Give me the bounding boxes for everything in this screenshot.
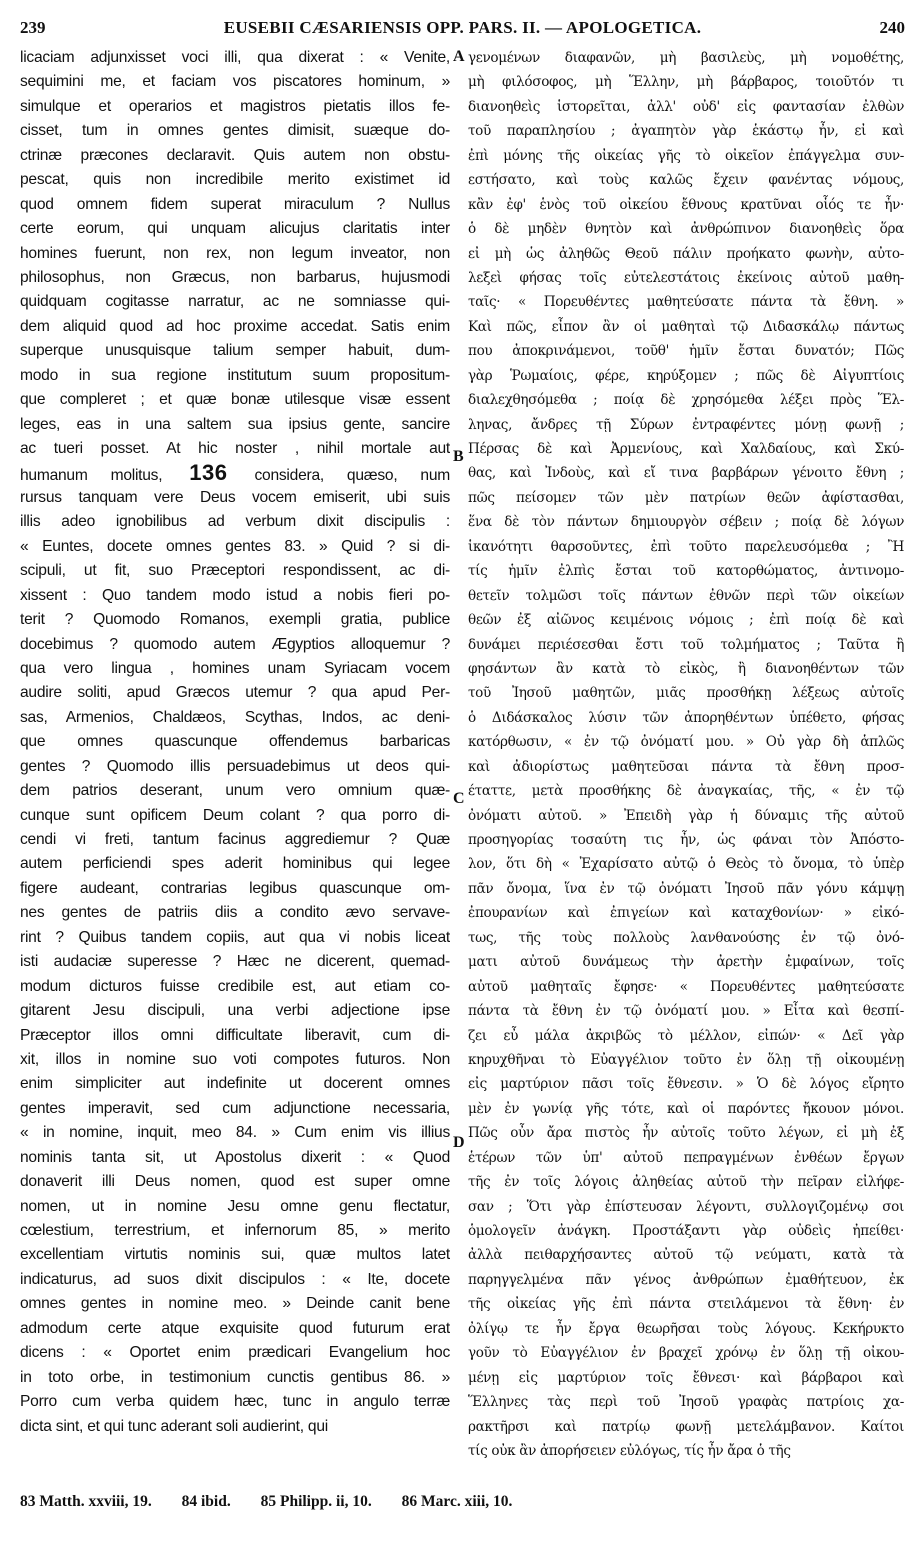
greek-text-line: λον, ὅτι δὴ « Ἐχαρίσατο αὐτῷ ὁ Θεὸς τὸ ὄνομα, τὸ ὑπὲρ <box>468 856 904 873</box>
inline-page-marker: 136 <box>189 461 228 486</box>
greek-text-line: θετεῖν τολμῶσι τοῖς πάντων ἐθνῶν περὶ τῶν οἰκείων <box>468 587 904 604</box>
margin-letter-c: C <box>453 790 465 807</box>
greek-text-line: ταῖς· « Πορευθέντες μαθητεύσατε πάντα τὰ ἔθνη. » <box>468 294 904 311</box>
latin-text-line: gitarent Jesu discipuli, una verbi adjectione ipse <box>20 1002 450 1020</box>
latin-text-line: simulque et operarios et magistros pietatis illos fe- <box>20 97 450 115</box>
footnotes <box>20 1493 538 1511</box>
latin-text-line: terit ? Quomodo Romanos, exempli gratia, publice <box>20 611 450 629</box>
greek-text-line: διαλεχθησόμεθα ; ποίᾳ δὲ χρησόμεθα λέξει πρὸς Ἕλ- <box>468 392 904 409</box>
latin-text-line: licaciam adjunxisset voci illi, qua dixerat : « Venite, <box>20 49 450 66</box>
greek-text-line: Πῶς οὖν ἄρα πιστὸς ἦν αὐτοῖς τοῦτο λέγων, εἰ μὴ ἐξ <box>468 1125 904 1142</box>
latin-text-line: in toto orbe, in testimonium cunctis gentibus 86. » <box>20 1368 450 1386</box>
latin-text-line: modum dicturos fuisse credibile est, aut etiam co- <box>20 977 450 995</box>
greek-text-line: κηρυχθῆναι τὸ Εὐαγγέλιον τοῦτο ἐν ὅλῃ τῇ οἰκουμένῃ <box>468 1051 904 1068</box>
latin-text-line: xissent : Quo tandem modo istud a nobis fieri po- <box>20 586 450 604</box>
latin-text-line: nes gentes de patriis diis a condito ævo servave- <box>20 904 450 922</box>
greek-text-line: λεξεὶ φήσας τοῖς εὐτελεστάτοις ἐκείνοις αὐτοῦ μαθη- <box>468 269 904 286</box>
latin-text-line: quod omnem fidem superat miraculum ? Nullus <box>20 195 450 213</box>
greek-text-line: προσηγορίας τοσαύτη τις ἦν, ὡς φάναι τὸν Ἀπόστο- <box>468 832 904 848</box>
right-page-number: 240 <box>879 18 905 37</box>
latin-text-line: leges, eas in una saltem sua ipsius gente, sancire <box>20 415 450 433</box>
greek-text-line: φησάντων ἂν κατὰ τὸ εἰκὸς, ἢ διανοηθέντων τῶν <box>468 660 904 677</box>
greek-text-line: ἑτέρων τῶν ὑπ' αὐτοῦ πεπραγμένων ἐνθέων ἔργων <box>468 1149 904 1166</box>
latin-text-line: rursus tanquam vere Deus vocem emiserit, ubi suis <box>20 488 450 506</box>
greek-text-line: ρακτῆρσι καὶ πατρίῳ φωνῇ μετελάμβανον. Καίτοι <box>468 1418 904 1435</box>
greek-text-line: κατόρθωσιν, « ἐν τῷ ὀνόματί μου. » Οὐ γὰρ δὴ ἁπλῶς <box>468 734 904 751</box>
latin-text-line: cisset, tum in omnes gentes dimisit, suæque do- <box>20 122 450 140</box>
greek-text-line: δυνάμει περιέσεσθαι ἔστι τοῦ τολμήματος ; Ταῦτα ἢ <box>468 636 904 653</box>
greek-text-line: που ἀποκρινάμενοι, τοῦθ' ἡμῖν ἔσται δυνατόν; Πῶς <box>468 343 904 360</box>
latin-text-line: illis adeo ignobilibus ad verbum dixit discipulis : <box>20 513 450 531</box>
margin-letter-d: D <box>453 1134 465 1151</box>
latin-text-line: autem perficiendi spes aderit hominibus qui legee <box>20 855 450 873</box>
latin-text-line: dicta sint, et qui tunc aderant soli audierint, qui <box>20 1417 328 1435</box>
latin-text-line: gentes imperavit, sed cum adjunctione necessaria, <box>20 1099 450 1117</box>
greek-text-line: πᾶν ὄνομα, ἵνα ἐν τῷ ὀνόματι Ἰησοῦ πᾶν γόνυ κάμψῃ <box>468 880 904 897</box>
running-header <box>20 8 905 40</box>
latin-text-line: ctrinæ præcones declaravit. Quis autem non obstu- <box>20 146 450 164</box>
greek-text-line: Πέρσας δὲ καὶ Ἀρμενίους, καὶ Χαλδαίους, καὶ Σκύ- <box>468 441 904 457</box>
latin-text-line: dem aliquid quod ad hoc proxime accedat. Satis enim <box>20 317 450 335</box>
latin-text-line: philosophus, non Græcus, non barbarus, hujusmodi <box>20 268 450 286</box>
greek-text-line: ὁμολογεῖν ἀνάγκη. Προστάξαντι γὰρ οὐδεὶς ἠπείθει· <box>468 1223 904 1239</box>
footnote-84: 84 ibid. <box>181 1493 231 1510</box>
greek-text-line: Ἕλληνες τὰς περὶ τοῦ Ἰησοῦ γραφὰς πατρίοις χα- <box>468 1394 904 1411</box>
greek-text-line: μὲν ἐν γωνίᾳ γῆς τότε, καὶ οἱ παρόντες ἤκουον μόνοι. <box>468 1100 904 1117</box>
latin-text-line: nominis tanta sit, ut Apostolus dixerit : « Quod <box>20 1148 450 1166</box>
latin-text-line: indicaturus, ad suos dixit discipulos : « Ite, docete <box>20 1270 450 1288</box>
greek-text-line: καὶ ἀδιορίστως μαθητεῦσαι πάντα τὰ ἔθνη προσ- <box>468 758 904 775</box>
latin-text-line: certe eorum, qui unquam alicujus claritatis inter <box>20 220 450 238</box>
greek-text-line: μὴ φιλόσοφος, μὴ Ἕλλην, μὴ βάρβαρος, τοιοῦτόν τι <box>468 74 904 91</box>
latin-text-line: figere audeant, contrarias legibus quascunque om- <box>20 879 450 897</box>
greek-text-line: ὁ δὲ μηδὲν θνητὸν καὶ ἀνθρώπινον διανοηθεὶς ὅρα <box>468 221 904 238</box>
greek-text-line: τίς ἡμῖν ἐλπὶς ἔσται τοῦ κατορθώματος, ἀντινομο- <box>468 563 904 580</box>
latin-text-line: quidquam cogitasse narratur, ac ne somniasse qui- <box>20 293 450 311</box>
greek-text-line: εἰς μαρτύριον πᾶσι τοῖς ἔθνεσιν. » Ὁ δὲ λόγος εἴρητο <box>468 1076 904 1093</box>
latin-text-line: gentes ? Quomodo illis persuadebimus ut deos qui- <box>20 757 450 775</box>
latin-text-line: « Euntes, docete omnes gentes 83. » Quid ? si di- <box>20 537 450 555</box>
greek-text-line: εστήσατο, καὶ τοὺς καλῶς ἔχειν φανέντας νόμους, <box>468 172 904 189</box>
latin-text-line: enim simpliciter aut indefinite ut docerent omnes <box>20 1075 450 1093</box>
latin-text-line: ac tueri posset. At hic noster , nihil mortale aut <box>20 440 450 457</box>
greek-text-line: Καὶ πῶς, εἶπον ἂν οἱ μαθηταὶ τῷ Διδασκάλῳ πάντως <box>468 318 904 335</box>
latin-text-line: sas, Armenios, Chaldæos, Scythas, Indos, ac deni- <box>20 708 450 726</box>
greek-text-line: ἀλλὰ πειθαρχήσαντες αὐτοῦ τῷ νεύματι, κατὰ τὰ <box>468 1247 904 1264</box>
latin-text-line: que compleret ; et quæ bonæ utilesque visæ essent <box>20 391 450 409</box>
greek-text-line: ὀνόματι αὐτοῦ. » Ἐπειδὴ γὰρ ἡ δύναμις τῆς αὐτοῦ <box>468 807 904 824</box>
greek-text-line: γενομένων διαφανῶν, μὴ βασιλεὺς, μὴ νομοθέτης, <box>468 50 904 66</box>
latin-text-line: admodum certe atque exquisite quod futurum erat <box>20 1319 450 1337</box>
latin-text-line: xit, illos in nomine suo voti compotes futuros. Non <box>20 1050 450 1068</box>
latin-text-line: donaverit illi Deus nomen, quod est super omne <box>20 1173 450 1191</box>
greek-text-line: διανοηθεὶς ἱστορεῖται, ἀλλ' οὐδ' εἰς φαντασίαν ἐλθὼν <box>468 98 904 115</box>
margin-letter-a: A <box>453 48 465 65</box>
greek-text-line: γὰρ Ῥωμαίοις, φέρε, κηρύξομεν ; πῶς δὲ Αἰγυπτίοις <box>468 367 904 384</box>
greek-text-line: ζει εὖ μάλα ἀκριβῶς τὸ μέλλον, εἰπών· « Δεῖ γὰρ <box>468 1027 904 1044</box>
latin-text-line: cunque sunt opificem Deum colant ? qua porro di- <box>20 806 450 824</box>
latin-text-line: Præceptor illos omni difficultate liberavit, cum di- <box>20 1026 450 1044</box>
greek-text-line: θεῶν ἐξ αἰῶνος κειμένοις νόμοις ; ἐπὶ ποίᾳ δὲ καὶ <box>468 612 904 629</box>
footnote-83: 83 Matth. xxviii, 19. <box>20 1493 152 1510</box>
latin-text-line: superque unusquisque talium semper habuit, dum- <box>20 342 450 360</box>
greek-column <box>468 46 904 1463</box>
latin-text-line: « in nomine, inquit, meo 84. » Cum enim vis illius <box>20 1124 450 1142</box>
greek-text-line: πῶς πείσομεν τῶν μὲν πατρίων θεῶν ἀφίστασθαι, <box>468 489 904 506</box>
latin-text-line: omnes gentes in nomine meo. » Deinde canit bene <box>20 1295 450 1313</box>
latin-text-line: cœlestium, terrestrium, et infernorum 85, » merito <box>20 1222 450 1239</box>
greek-text-line: μένῃ εἰς μαρτύριον τοῖς ἔθνεσι· καὶ βάρβαροι καὶ <box>468 1369 904 1386</box>
greek-text-line: τῆς ἐν τοῖς λόγοις ἀληθείας αὐτοῦ τὴν πεῖραν εἰλήφε- <box>468 1174 904 1191</box>
latin-column <box>20 46 450 1439</box>
latin-text-line: cendi vi freti, tantum facinus aggrediemur ? Quæ <box>20 831 450 848</box>
greek-text-line: ἱκανότητι θαρσοῦντες, ἐπὶ τοῦτο παρελευσόμεθα ; Ἢ <box>468 538 904 555</box>
greek-text-line: τοῦ Ἰησοῦ μαθητῶν, μιᾶς προσθήκῃ λέξεως αὐτοῖς <box>468 685 904 702</box>
greek-text-line: ἐπουρανίων καὶ ἐπιγείων καὶ καταχθονίων· » εἰκό- <box>468 905 904 922</box>
latin-text-line: dem patrios deserant, unum vero omnium quæ- <box>20 782 450 800</box>
latin-text-line: excellentiam virtutis nominis sui, quæ multos latet <box>20 1246 450 1264</box>
greek-text-line: ληνας, ἄνδρες τῇ Σύρων ἐντραφέντες μόνῃ φωνῇ ; <box>468 416 904 433</box>
latin-text-line: isti audaciæ superesse ? Hæc ne dicerent, quemad- <box>20 953 450 971</box>
greek-text-line: κἂν ἐφ' ἑνὸς τοῦ οἰκείου ἔθνους κρατῦναι οἷός τε ἦν· <box>468 196 904 213</box>
greek-text-line: ματι αὐτοῦ δυνάμεως τὴν ἀρετὴν ἐμφαίνων, τοῖς <box>468 954 904 971</box>
latin-text-line: modo in sua regione institutum suum propositum- <box>20 366 450 384</box>
latin-text-line: audire soliti, apud Græcos utemur ? qua apud Per- <box>20 684 450 702</box>
greek-text-line: τως, τῆς τοὺς πολλοὺς λανθανούσης ἐν τῷ ὀνό- <box>468 929 904 946</box>
latin-text-line: que omnes quascunque offendemus barbaricas <box>20 733 450 751</box>
footnote-86: 86 Marc. xiii, 10. <box>401 1493 513 1510</box>
latin-text-line: scipuli, ut fit, suo Præceptori respondissent, ac di- <box>20 562 450 580</box>
latin-text-line: pescat, quis non incredibile merito existimet id <box>20 171 450 189</box>
latin-text-line: humanum molitus, 136 considera, quæso, num <box>20 461 450 486</box>
latin-text-line: Porro cum verba quidem hæc, tunc in angulo terræ <box>20 1393 450 1411</box>
latin-text-line: rint ? Quibus tandem copiis, aut qua vi nobis liceat <box>20 928 450 946</box>
latin-text-line: qua vero lingua , homines unam Syriacam vocem <box>20 659 450 677</box>
latin-text-line: nomen, ut in nomine Jesu omne genu flectatur, <box>20 1197 450 1215</box>
greek-text-line: ἕνα δὲ τὸν πάντων δημιουργὸν σέβειν ; ποίᾳ δὲ λόγων <box>468 514 904 531</box>
greek-text-line: πάντα τὰ ἔθνη ἐν τῷ ὀνόματί μου. » Εἶτα καὶ θεσπί- <box>468 1003 904 1020</box>
greek-text-line: τῆς οἰκείας γῆς ἐπὶ πάντα στειλάμενοι τὰ ἔθνη· ἐν <box>468 1296 904 1313</box>
greek-text-line: αὐτοῦ μαθηταῖς ἔφησε· « Πορευθέντες μαθητεύσατε <box>468 978 904 995</box>
latin-text-line: sequimini me, et faciam vos piscatores hominum, » <box>20 73 450 91</box>
greek-text-line: σαν ; Ὅτι γὰρ ἐπίστευσαν λέγοντι, συλλογιζομένῳ σοι <box>468 1198 904 1215</box>
greek-text-line: παρηγγελμένα πᾶν γένος ἀνθρώπων ἐμαθήτευον, ἐκ <box>468 1271 904 1288</box>
greek-text-line: ὀλίγῳ τε ἦν ἔργα θεωρῆσαι τοὺς λόγους. Κεκήρυκτο <box>468 1320 904 1337</box>
left-page-number: 239 <box>20 18 46 37</box>
greek-text-line: τίς οὐκ ἂν ἀπορήσειεν εὐλόγως, τίς ἦν ἄρα ὁ τῆς <box>468 1442 791 1459</box>
latin-text-line: homines fuerunt, non rex, non legum inveator, non <box>20 244 450 262</box>
greek-text-line: θας, καὶ Ἰνδοὺς, καὶ εἴ τινα βαρβάρων γένοιτο ἔθνη ; <box>468 465 904 482</box>
running-title: EUSEBII CÆSARIENSIS OPP. PARS. II. — APOLOGETICA. <box>223 18 702 37</box>
latin-text-line: docebimus ? quomodo autem Ægyptios alloquemur ? <box>20 635 450 653</box>
greek-text-line: εἰ μὴ ὡς ἀληθῶς Θεοῦ πάλιν προήκατο φωνὴν, αὐτο- <box>468 245 904 262</box>
latin-text-line: dicens : « Oportet enim prædicari Evangelium hoc <box>20 1344 450 1362</box>
greek-text-line: έταττε, μετὰ προσθήκης δὲ ἀναγκαίας, τῆς, « ἐν τῷ <box>468 783 904 800</box>
greek-text-line: ἐπὶ μόνης τῆς οἰκείας γῆς τὸ οἰκεῖον ἐπάγγελμα συν- <box>468 147 904 164</box>
footnote-85: 85 Philipp. ii, 10. <box>260 1493 372 1510</box>
margin-letter-b: B <box>453 448 464 465</box>
greek-text-line: τοῦ παραπλησίου ; ἀγαπητὸν γὰρ ἑκάστῳ ἦν, εἰ καὶ <box>468 123 904 140</box>
greek-text-line: γοῦν τὸ Εὐαγγέλιον ἐν βραχεῖ χρόνῳ ἐν ὅλῃ τῇ οἰκου- <box>468 1345 904 1362</box>
greek-text-line: ὁ Διδάσκαλος λύσιν τῶν ἀπορηθέντων ὑπέθετο, φήσας <box>468 709 904 726</box>
